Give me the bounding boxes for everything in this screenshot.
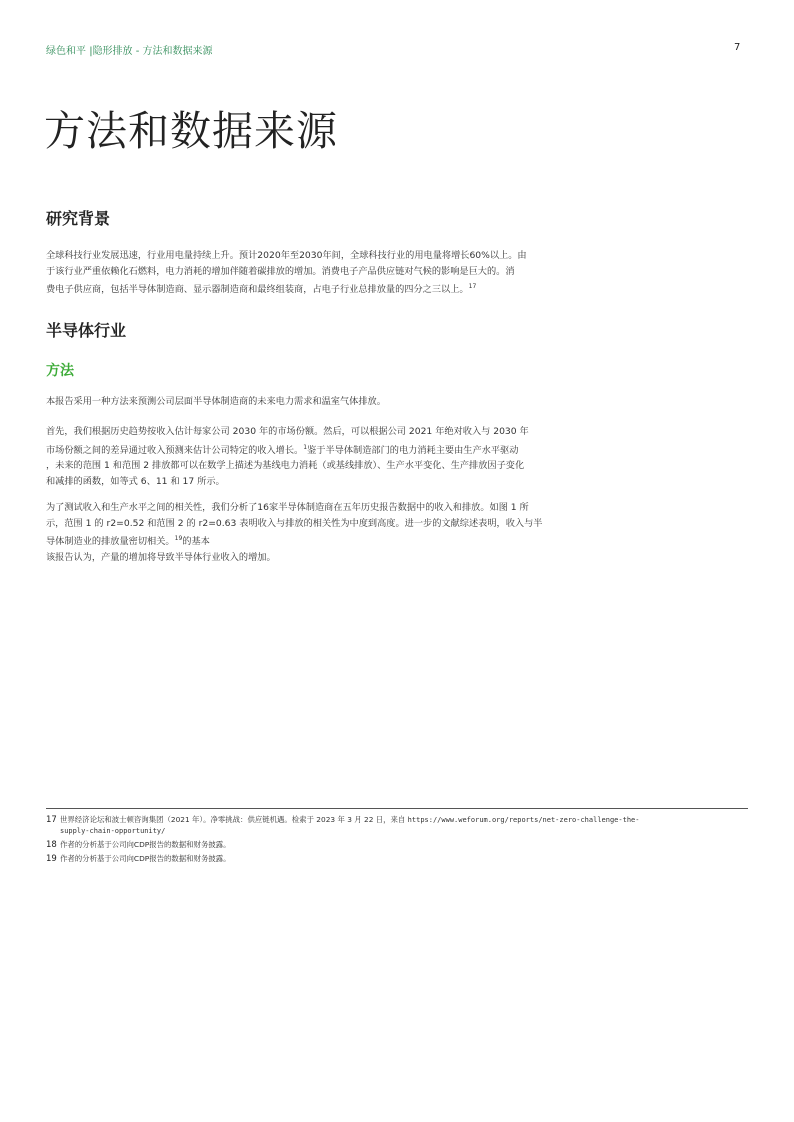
background-line-2: 于该行业严重依赖化石燃料，电力消耗的增加伴随着碳排放的增加。消费电子产品供应链对气候的影响是巨大的。消 [46, 265, 515, 277]
method-p3-line-1: 为了测试收入和生产水平之间的相关性，我们分析了16家半导体制造商在五年历史报告数据中的收入和排放。如图 1 所 [46, 502, 529, 513]
background-line-3: 费电子供应商，包括半导体制造商、显示器制造商和最终组装商，占电子行业总排放量的四分之三以上。 [46, 284, 469, 295]
page-title: 方法和数据来源 [44, 107, 338, 155]
section-heading-background: 研究背景 [46, 209, 111, 228]
method-paragraph-3 [46, 500, 566, 565]
method-p2-line-3: ，未来的范围 1 和范围 2 排放都可以在数学上描述为基线电力消耗（或基线排放）、生产水平变化、生产排放因子变化 [46, 460, 525, 471]
header-org: 绿色和平 [46, 46, 86, 57]
method-paragraph-1: 本报告采用一种方法来预测公司层面半导体制造商的未来电力需求和温室气体排放。 [46, 396, 386, 407]
method-p2-line-1: 首先，我们根据历史趋势按收入估计每家公司 2030 年的市场份额。然后，可以根据公司 2021 年绝对收入与 2030 年 [46, 426, 529, 437]
background-line-1: 全球科技行业发展迅速，行业用电量持续上升。预计2020年至2030年间，全球科技行业的用电量将增长60%以上。由 [46, 250, 527, 261]
method-p3-line-3a: 导体制造业的排放量密切相关。 [46, 536, 175, 547]
footnote-text: 作者的分析基于公司向CDP报告的数据和财务披露。 [60, 840, 231, 849]
footnote-18 [46, 840, 686, 851]
footnote-ref-17[interactable]: 17 [468, 283, 477, 290]
footnote-number: 17 [46, 815, 57, 825]
method-heading: 方法 [46, 363, 74, 379]
method-p3-line-3b: 的基本 [182, 536, 210, 547]
footnote-19 [46, 854, 686, 865]
footnote-link[interactable]: https://www.weforum.org/reports/net-zero-challenge-the- [407, 816, 640, 824]
footnote-divider [46, 808, 748, 809]
method-p3-line-2: 示，范围 1 的 r2=0.52 和范围 2 的 r2=0.63 表明收入与排放的相关性为中度到高度。进一步的文献综述表明，收入与半 [46, 517, 543, 529]
page-number: 7 [734, 42, 741, 53]
running-header [46, 42, 213, 57]
background-paragraph [46, 248, 566, 298]
footnote-ref-19[interactable]: 19 [174, 535, 183, 542]
footnote-number: 19 [46, 854, 57, 864]
method-p2-line-2b: 鉴于半导体制造部门的电力消耗主要由生产水平驱动 [307, 444, 519, 456]
header-section: 隐形排放 - 方法和数据来源 [92, 46, 213, 57]
method-p2-line-4: 和减排的函数，如等式 6、11 和 17 所示。 [46, 475, 225, 487]
footnote-text: 世界经济论坛和波士顿咨询集团（2021 年）。净零挑战：供应链机遇。检索于 2023 年 3 月 22 日，来自 [60, 815, 408, 824]
method-p3-line-4: 该报告认为，产量的增加将导致半导体行业收入的增加。 [46, 551, 276, 563]
section-heading-semiconductor: 半导体行业 [46, 321, 127, 340]
footnote-number: 18 [46, 840, 57, 850]
footnote-text: 作者的分析基于公司向CDP报告的数据和财务披露。 [60, 854, 231, 863]
footnote-link-continued[interactable]: supply-chain-opportunity/ [60, 826, 166, 835]
footnote-17 [46, 815, 686, 836]
footnote-ref-18[interactable]: 1 [303, 443, 308, 451]
method-paragraph-2 [46, 424, 566, 489]
method-p2-line-2a: 市场份额之间的差异通过收入预测来估计公司特定的收入增长。 [46, 444, 304, 456]
header-separator: | [89, 46, 93, 57]
